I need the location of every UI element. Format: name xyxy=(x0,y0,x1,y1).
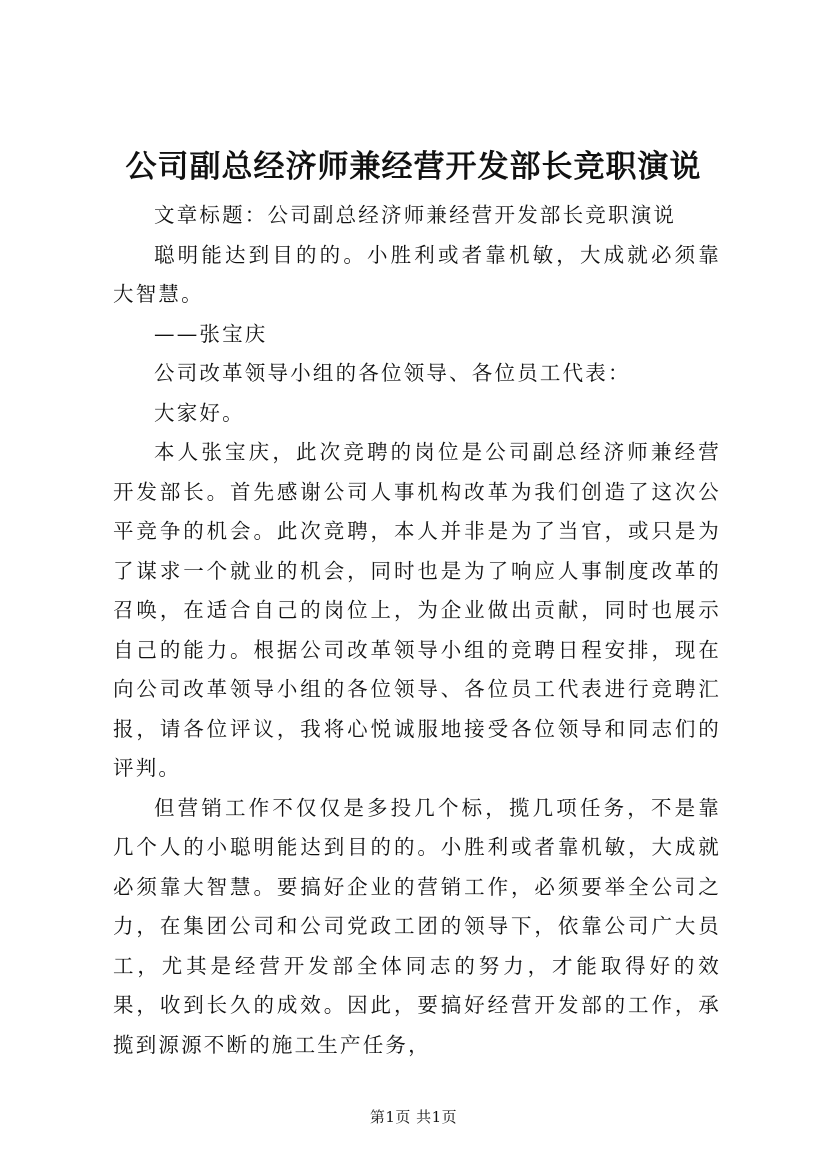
document-body xyxy=(113,196,721,1065)
paragraph-salutation: 公司改革领导小组的各位领导、各位员工代表： xyxy=(154,361,631,385)
paragraph-marketing: 但营销工作不仅仅是多投几个标，揽几项任务，不是靠几个人的小聪明能达到目的的。小胜利或者靠机敏，大成就必须靠大智慧。要搞好企业的营销工作，必须要举全公司之力，在集团公司和公司党政工团的领导下，依靠公司广大员工，尤其是经营开发部全体同志的努力，才能取得好的效果，收到长久的成效。因此，要搞好经营开发部的工作，承揽到源源不断的施工生产任务， xyxy=(113,795,721,1057)
paragraph-quote: 聪明能达到目的的。小胜利或者靠机敏，大成就必须靠大智慧。 xyxy=(113,242,721,306)
paragraph-greeting: 大家好。 xyxy=(154,400,245,425)
paragraph-article-title: 文章标题：公司副总经济师兼经营开发部长竞职演说 xyxy=(154,203,677,227)
paragraph-introduction: 本人张宝庆，此次竞聘的岗位是公司副总经济师兼经营开发部长。首先感谢公司人事机构改革为我们创造了这次公平竞争的机会。此次竞聘，本人并非是为了当官，或只是为了谋求一个就业的机会，同时也是为了响应人事制度改革的召唤，在适合自己的岗位上，为企业做出贡献，同时也展示自己的能力。根据公司改革领导小组的竞聘日程安排，现在向公司改革领导小组的各位领导、各位员工代表进行竞聘汇报，请各位评议，我将心悦诚服地接受各位领导和同志们的评判。 xyxy=(113,440,721,780)
paragraph-attribution: ——张宝庆 xyxy=(154,321,268,346)
page-footer: 第1页 共1页 xyxy=(369,1108,458,1126)
document-title: 公司副总经济师兼经营开发部长竞职演说 xyxy=(125,149,702,185)
